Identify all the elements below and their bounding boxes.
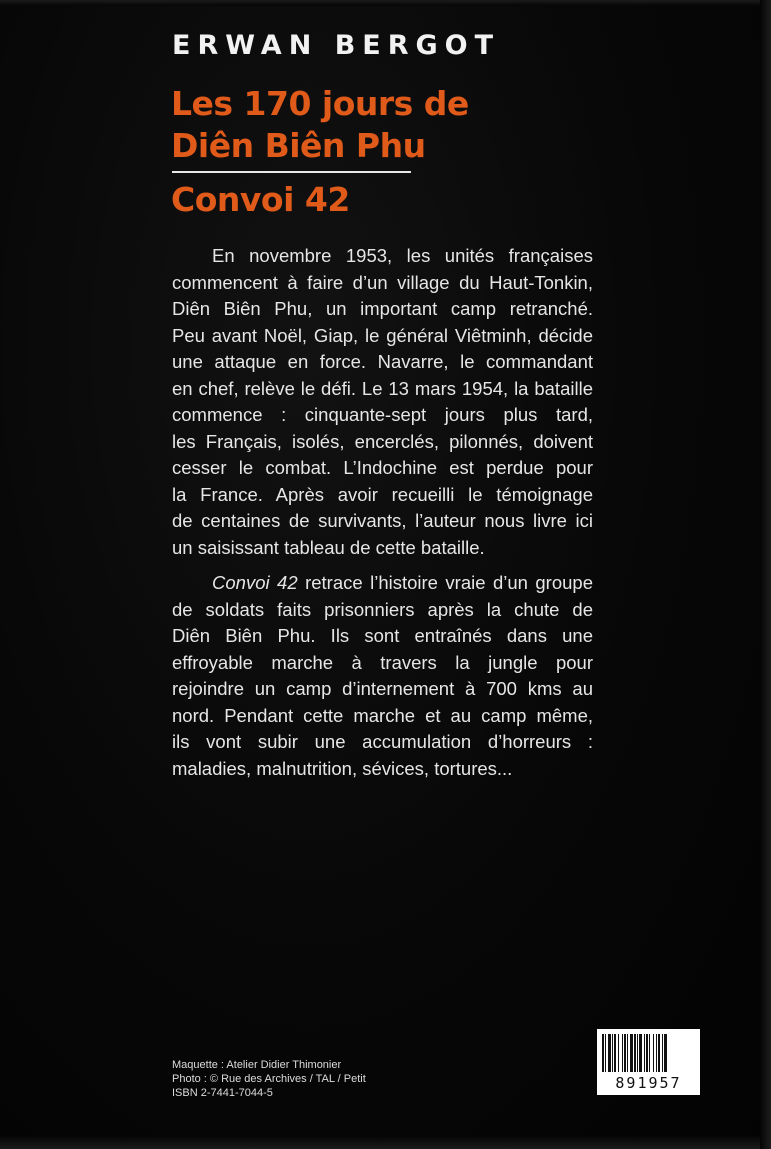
- barcode-bar: [662, 1034, 663, 1072]
- barcode-bar: [649, 1034, 650, 1072]
- blurb-line: en chef, relève le défi. Le 13 mars 1954, la bataille: [172, 377, 593, 399]
- barcode-bar: [637, 1034, 638, 1072]
- cover-edge-top: [0, 0, 771, 6]
- blurb-line: commence : cinquante-sept jours plus tard,: [172, 404, 593, 425]
- barcode-bar: [614, 1034, 616, 1072]
- blurb-line: un saisissant tableau de cette bataille.: [172, 536, 485, 558]
- barcode-bar: [627, 1034, 628, 1072]
- barcode-number: 891957: [615, 1074, 682, 1092]
- cover-edge-bottom: [0, 1136, 771, 1149]
- blurb-line: nord. Pendant cette marche et au camp même,: [172, 704, 593, 726]
- barcode-bar: [622, 1034, 623, 1072]
- title-divider: [172, 171, 411, 173]
- blurb-line: rejoindre un camp d’internement à 700 kms au: [172, 678, 593, 699]
- barcode-bar: [624, 1034, 626, 1072]
- barcode-bar: [664, 1034, 667, 1072]
- barcode-bar: [605, 1034, 606, 1072]
- blurb-line: commencent à faire d’un village du Haut-Tonkin,: [172, 271, 593, 293]
- blurb-line: ils vont subir une accumulation d’horreurs :: [172, 731, 593, 752]
- barcode-bar: [618, 1034, 619, 1072]
- title-line-1: Les 170 jours de: [171, 84, 469, 123]
- barcode-bar: [644, 1034, 645, 1072]
- blurb-line: les Français, isolés, encerclés, pilonnés, doivent: [172, 430, 593, 452]
- book-title-italic: Convoi 42: [212, 572, 298, 593]
- barcode-bar: [612, 1034, 613, 1072]
- barcode-bar: [608, 1034, 611, 1072]
- blurb-line: En novembre 1953, les unités françaises: [212, 245, 593, 266]
- photo-credit: Photo : © Rue des Archives / TAL / Petit: [172, 1073, 366, 1085]
- barcode-bar: [656, 1034, 657, 1072]
- barcode: [597, 1029, 700, 1095]
- blurb-line: Diên Biên Phu. Ils sont entraînés dans une: [172, 625, 593, 646]
- blurb-line: la France. Après avoir recueilli le témoignage: [172, 483, 593, 505]
- blurb-line: de soldats faits prisonniers après la chute de: [172, 598, 593, 620]
- isbn: ISBN 2-7441-7044-5: [172, 1087, 273, 1099]
- blurb-line: [172, 570, 593, 597]
- blurb-line: effroyable marche à travers la jungle pour: [172, 651, 593, 673]
- blurb-line: une attaque en force. Navarre, le commandant: [172, 351, 593, 372]
- blurb-line: maladies, malnutrition, sévices, tortures...: [172, 757, 513, 779]
- blurb-line: cesser le combat. L’Indochine est perdue pour: [172, 457, 593, 478]
- barcode-bar: [639, 1034, 642, 1072]
- cover-edge-right: [760, 0, 771, 1149]
- design-credit: Maquette : Atelier Didier Thimonier: [172, 1059, 342, 1071]
- barcode-bar: [646, 1034, 648, 1072]
- title-line-2: Diên Biên Phu: [171, 126, 426, 165]
- credits: [172, 1058, 366, 1100]
- blurb-line: Diên Biên Phu, un important camp retranché.: [172, 298, 593, 319]
- barcode-bar: [602, 1034, 604, 1072]
- blurb-line-rest: retrace l’histoire vraie d’un groupe: [297, 572, 593, 593]
- blurb-line: Peu avant Noël, Giap, le général Viêtminh, décide: [172, 324, 593, 346]
- title-line-3: Convoi 42: [171, 180, 350, 219]
- blurb-paragraph-2: [172, 570, 593, 782]
- author-name: ERWAN BERGOT: [172, 30, 501, 61]
- barcode-bar: [658, 1034, 660, 1072]
- barcode-bar: [634, 1034, 636, 1072]
- blurb-paragraph-1: [172, 243, 593, 561]
- blurb-line: de centaines de survivants, l’auteur nous livre ici: [172, 510, 593, 531]
- barcode-bar: [653, 1034, 654, 1072]
- barcode-bar: [630, 1034, 633, 1072]
